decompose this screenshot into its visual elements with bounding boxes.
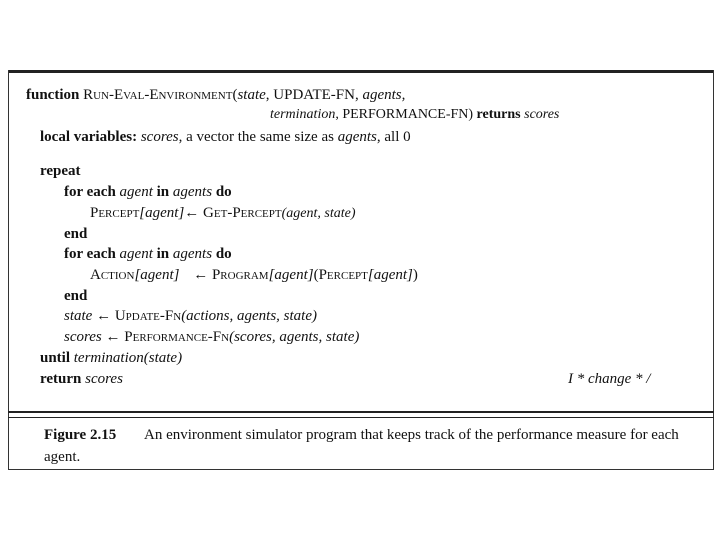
caption-rule-thin [8, 417, 714, 418]
keyword-end: end [64, 288, 88, 304]
keyword-function: function [26, 87, 80, 103]
bottom-border [8, 469, 714, 470]
fn-program: Program [211, 267, 269, 283]
state-update-line [64, 307, 317, 325]
local-desc-end: , all 0 [376, 129, 411, 145]
keyword-end: end [64, 226, 88, 242]
var-scores: scores [85, 371, 123, 387]
figure-label: Figure 2.15 [44, 427, 117, 443]
paren-open: ( [232, 87, 238, 103]
paren-close: ) [412, 267, 418, 283]
var-agents: agents [172, 184, 213, 200]
arg-agent: [agent] [134, 267, 180, 283]
for-each-loop-2 [64, 245, 232, 263]
separator: , [265, 87, 274, 103]
figure-caption [44, 424, 704, 468]
return-type: scores [524, 107, 560, 122]
args-scores-agents-state: (scores, agents, state) [229, 329, 360, 345]
action-assignment [90, 266, 418, 284]
separator: , [354, 87, 363, 103]
separator: , [335, 107, 343, 122]
right-border [713, 70, 714, 470]
paren-close: ) [468, 107, 477, 122]
arg-termination: termination [270, 107, 336, 122]
fn-percept: Percept [318, 267, 368, 283]
top-rule [8, 70, 714, 73]
var-agent: agent [119, 246, 153, 262]
paren-open: ( [313, 267, 319, 283]
function-signature-continuation [270, 106, 559, 124]
assign-arrow: ← [96, 308, 112, 324]
keyword-do: do [215, 246, 232, 262]
for-each-loop-1 [64, 183, 232, 201]
code-comment: I * change * / [568, 371, 651, 387]
assign-arrow: ← [105, 329, 121, 345]
arg-agent: [agent] [367, 267, 413, 283]
var-scores: scores [140, 129, 179, 145]
scores-update-line [64, 328, 359, 346]
local-desc: , a vector the same size as [178, 129, 338, 145]
keyword-for-each: for each [64, 184, 116, 200]
keyword-repeat: repeat [40, 163, 81, 179]
keyword-for-each: for each [64, 246, 116, 262]
var-agent: agent [119, 184, 153, 200]
keyword-until: until [40, 350, 71, 366]
arg-performance-fn: PERFORMANCE-FN [342, 107, 469, 122]
return-line [40, 370, 123, 388]
args-actions-agents-state: (actions, agents, state) [181, 308, 318, 324]
fn-update: Update-Fn [114, 308, 182, 324]
left-border [8, 70, 9, 470]
caption-text: An environment simulator program that keeps track of the performance measure for each agent. [44, 427, 679, 465]
until-line [40, 349, 182, 367]
figure-frame [8, 70, 714, 470]
caption-rule [8, 411, 714, 413]
termination-expr: termination(state) [73, 350, 183, 366]
arg-agent: [agent] [139, 205, 185, 221]
function-name: Run-Eval-Environment [83, 87, 233, 103]
fn-percept: Percept [90, 205, 140, 221]
arg-state: state [237, 87, 266, 103]
keyword-do: do [215, 184, 232, 200]
arg-agents: agents, [362, 87, 406, 103]
assign-arrow: ← [193, 267, 209, 283]
keyword-local-variables: local variables: [40, 129, 138, 145]
arg-update-fn: UPDATE-FN [273, 87, 355, 103]
var-agents: agents [172, 246, 213, 262]
arg-agent: [agent] [268, 267, 314, 283]
assign-arrow: ← [184, 205, 200, 221]
keyword-return: return [40, 371, 82, 387]
percept-assignment [90, 204, 355, 223]
local-variables-line [40, 128, 411, 146]
keyword-in: in [156, 184, 170, 200]
fn-performance: Performance-Fn [124, 329, 230, 345]
args-agent-state: (agent, state) [281, 206, 356, 221]
fn-get-percept: Get-Percept [203, 205, 282, 221]
function-signature-line [26, 86, 405, 104]
keyword-in: in [156, 246, 170, 262]
keyword-returns: returns [476, 107, 521, 122]
var-state: state [64, 308, 93, 324]
var-agents: agents [337, 129, 377, 145]
fn-action: Action [90, 267, 135, 283]
var-scores: scores [64, 329, 102, 345]
